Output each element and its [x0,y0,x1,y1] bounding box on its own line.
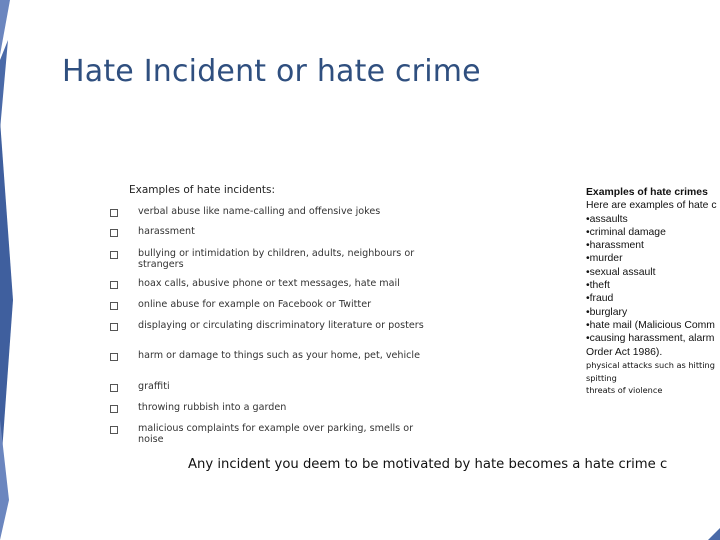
checkbox-bullet-icon [110,426,118,434]
crime-line: •burglary [586,306,628,318]
crime-line: •harassment [586,240,644,252]
list-item-text: displaying or circulating discriminatory literature or posters [138,320,424,331]
crime-small-line: threats of violence [586,385,663,396]
checkbox-bullet-icon [110,384,118,392]
crime-line: •sexual assault [586,266,656,278]
crime-small-line: physical attacks such as hitting [586,359,715,370]
hate-crimes-panel [586,186,720,397]
crime-line: •assaults [586,213,628,225]
checkbox-bullet-icon [110,281,118,289]
list-item-text: malicious complaints for example over parking, smells or noise [138,423,414,445]
list-item-text: harassment [138,226,195,237]
checkbox-bullet-icon [110,251,118,259]
list-item-text: harm or damage to things such as your home, pet, vehicle [138,350,420,361]
crime-line: •criminal damage [586,226,666,238]
footer-statement: Any incident you deem to be motivated by hate becomes a hate crime c [188,457,668,472]
crime-line: •hate mail (Malicious Comm [586,319,715,331]
crimes-intro: Here are examples of hate c [586,200,717,212]
checkbox-bullet-icon [110,353,118,361]
corner-triangle-icon [708,528,720,540]
list-item-text: bullying or intimidation by children, adults, neighbours or strangers [138,248,415,270]
left-accent-stripe [0,0,14,540]
list-item-text: online abuse for example on Facebook or Twitter [138,299,372,310]
crime-line: •fraud [586,293,614,305]
checkbox-bullet-icon [110,209,118,217]
incidents-heading: Examples of hate incidents: [129,184,275,196]
crime-small-line: spitting [586,372,617,383]
checkbox-bullet-icon [110,302,118,310]
list-item-text: hoax calls, abusive phone or text messages, hate mail [138,278,400,289]
list-item-text: throwing rubbish into a garden [138,402,287,413]
checkbox-bullet-icon [110,323,118,331]
crime-line: •theft [586,280,610,292]
list-item-text: verbal abuse like name-calling and offensive jokes [138,206,381,217]
crime-line: Order Act 1986). [586,346,663,358]
list-item-text: graffiti [138,381,170,392]
checkbox-bullet-icon [110,405,118,413]
crimes-heading: Examples of hate crimes [586,187,708,198]
crime-line: •murder [586,253,623,265]
crime-line: •causing harassment, alarm [586,333,715,345]
checkbox-bullet-icon [110,229,118,237]
page-title: Hate Incident or hate crime [62,54,481,89]
